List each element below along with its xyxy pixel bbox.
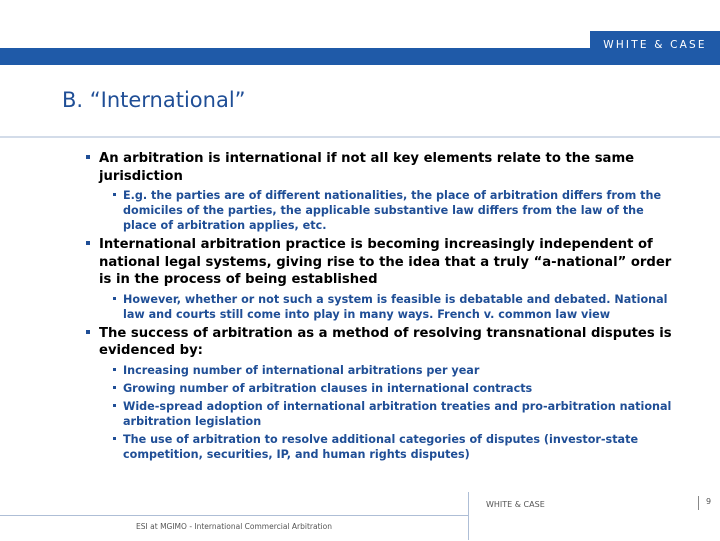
square-bullet-icon [86, 241, 90, 245]
bullet-1-text: An arbitration is international if not all key elements relate to the same jurisdiction [99, 151, 635, 184]
square-bullet-icon [113, 404, 116, 407]
footer-right [468, 492, 720, 540]
slide-content [73, 150, 673, 465]
square-bullet-icon [113, 386, 116, 389]
sub-bullet-3-1-text: Increasing number of international arbitrations per year [123, 363, 480, 377]
sub-bullet-2-1 [73, 292, 673, 322]
square-bullet-icon [113, 297, 116, 300]
sub-bullet-2-1-text: However, whether or not such a system is feasible is debatable and debated. National law and courts still come into play in many ways. French v. common law view [123, 292, 668, 321]
sub-bullet-3-2-text: Growing number of arbitration clauses in international contracts [123, 381, 533, 395]
sub-bullet-1-1 [73, 188, 673, 233]
bullet-3-text: The success of arbitration as a method of resolving transnational disputes is evidenced by: [99, 325, 672, 358]
bullet-2-text: International arbitration practice is becoming increasingly independent of national legal systems, giving rise to the idea that a truly “a-national” order is in the process of being established [99, 237, 672, 287]
page-number-divider [698, 496, 699, 510]
slide-title: B. “International” [62, 88, 246, 112]
footer-brand: WHITE & CASE [486, 500, 545, 509]
footer-divider [468, 492, 469, 540]
square-bullet-icon [113, 193, 116, 196]
square-bullet-icon [86, 155, 90, 159]
page-number: 9 [706, 497, 712, 506]
sub-bullet-3-3-text: Wide-spread adoption of international arbitration treaties and pro-arbitration national arbitration legislation [123, 399, 672, 428]
brand-logo [590, 31, 720, 59]
square-bullet-icon [113, 437, 116, 440]
sub-bullet-3-2 [73, 381, 673, 396]
sub-bullet-3-1 [73, 363, 673, 378]
square-bullet-icon [86, 330, 90, 334]
sub-bullet-3-4 [73, 432, 673, 462]
sub-bullet-3-3 [73, 399, 673, 429]
square-bullet-icon [113, 368, 116, 371]
title-divider [0, 136, 720, 138]
brand-logo-text: WHITE & CASE [603, 39, 707, 51]
sub-bullet-1-1-text: E.g. the parties are of different nationalities, the place of arbitration differs from the domiciles of the parties, the applicable substantive law differs from the law of the place of arbitration applies, etc. [123, 189, 662, 232]
sub-bullet-3-4-text: The use of arbitration to resolve additional categories of disputes (investor-state competition, securities, IP, and human rights disputes) [123, 432, 639, 461]
bullet-1 [73, 150, 673, 185]
bullet-3 [73, 325, 673, 360]
footer-note: ESI at MGIMO - International Commercial Arbitration [136, 522, 332, 531]
footer-left [0, 515, 468, 541]
bullet-2 [73, 236, 673, 289]
